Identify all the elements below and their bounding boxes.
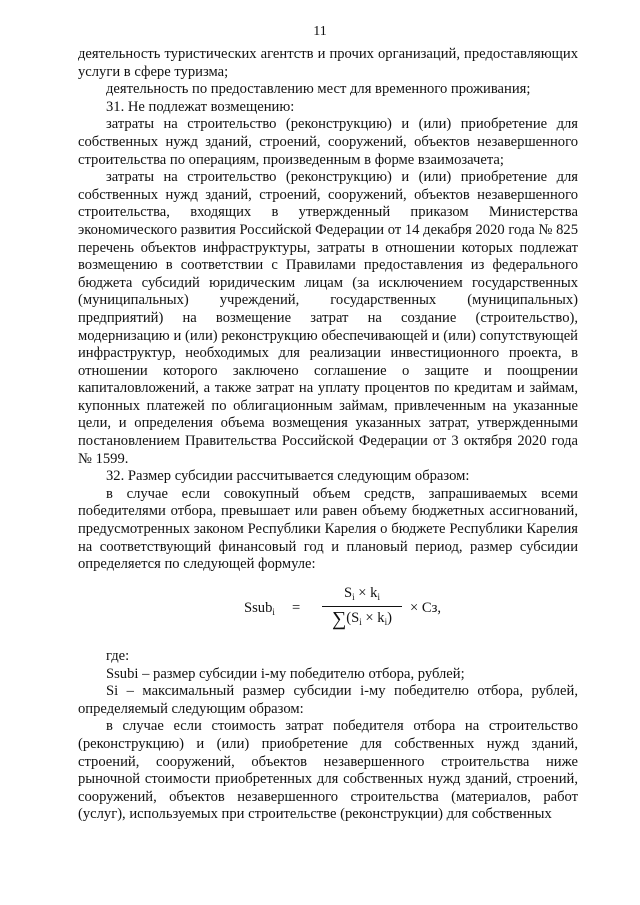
paragraph: деятельность туристических агентств и прочих организаций, предоставляющих услуги в сфере туризма; [78, 46, 578, 80]
paragraph: затраты на строительство (реконструкцию) и (или) приобретение для собственных нужд зданий, строений, сооружений, объектов незавершенного строительства, входящих в утвержденный приказом Министерства экономического развития Российской Федерации от 14 декабря 2020 года № 825 перечень объектов инфраструктуры, затраты в отношении которых подлежат возмещению в соответствии с Правилами предоставления из федерального бюджета субсидий юридическим лицам (за исключением государственных (муниципальных) учреждений, государственных (муниципальных) предприятий) на возмещение затрат на создание (строительство), модернизацию и (или) реконструкцию обеспечивающей и (или) сопутствующей инфраструктур, необходимых для реализации инвестиционного проекта, в отношении которого заключено соглашение о защите и поощрении капиталовложений, а также затрат на уплату процентов по кредитам и займам, купонных платежей по облигационным займам, привлеченным на указанные цели, и определения объема возмещения указанных затрат, утвержденными постановлением Правительства Российской Федерации от 3 октября 2020 года № 1599. [78, 169, 578, 467]
text-block-top [78, 46, 578, 574]
paragraph: Ssubi – размер субсидии i-му победителю отбора, рублей; [106, 665, 465, 682]
paragraph: 32. Размер субсидии рассчитывается следующим образом: [106, 468, 470, 485]
text-block-bottom [78, 648, 578, 824]
paragraph: Si – максимальный размер субсидии i-му победителю отбора, рублей, определяемый следующим образом: [78, 683, 578, 717]
formula-lhs: Ssub$_i$ [244, 600, 275, 617]
fraction-bar [322, 606, 402, 607]
formula-numerator: $S_i \times k_i$ [344, 585, 380, 602]
formula-rhs: × Сз, [410, 600, 442, 616]
formula-equals: = [292, 600, 301, 616]
paragraph: в случае если совокупный объем средств, запрашиваемых всеми победителями отбора, превышает или равен объему бюджетных ассигнований, предусмотренных законом Республики Карелия о бюджете Республики Карелия на соответствующий финансовый год и плановый период, размер субсидии определяется по следующей формуле: [78, 485, 578, 573]
paragraph: 31. Не подлежат возмещению: [106, 98, 295, 115]
sigma-symbol: ∑ [332, 608, 347, 630]
page-number: 11 [313, 24, 327, 39]
paragraph: в случае если стоимость затрат победителя отбора на строительство (реконструкцию) и (или) приобретение для собственных нужд зданий, строений, сооружений, объектов незавершенного строительства ниже рыночной стоимости приобретенных для собственных нужд зданий, строений, сооружений, объектов незавершенного строительства (материалов, работ (услуг), используемых при строительстве (реконструкции) для собственных [78, 718, 578, 823]
paragraph: деятельность по предоставлению мест для временного проживания; [106, 81, 531, 98]
formula-denominator: $\sum(S_i \times k_i)$ [332, 608, 392, 630]
paragraph: где: [106, 648, 130, 664]
subsidy-formula [244, 584, 444, 640]
paragraph: затраты на строительство (реконструкцию) и (или) приобретение для собственных нужд зданий, строений, сооружений, объектов незавершенного строительства по операциям, произведенным в форме взаимозачета; [78, 116, 578, 168]
